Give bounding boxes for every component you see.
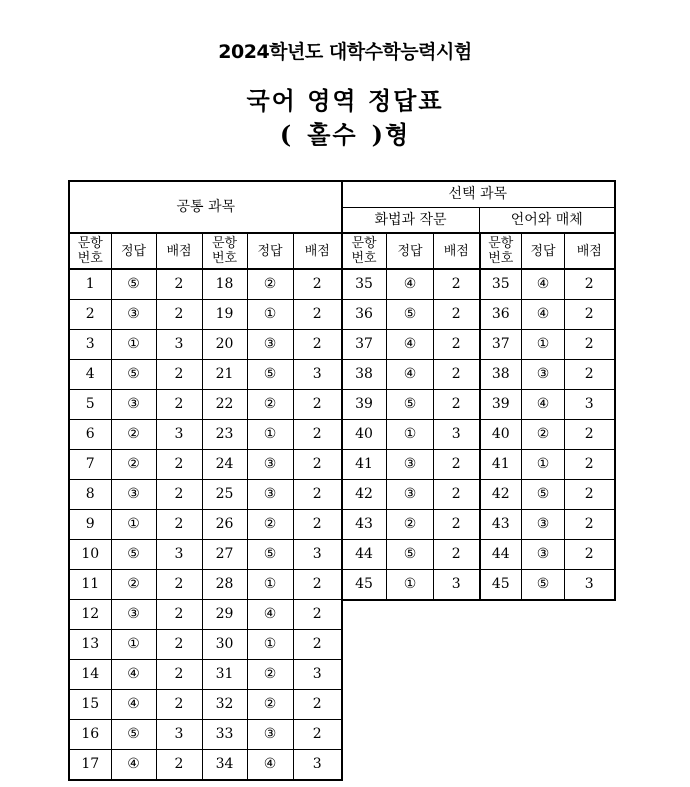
table-row <box>342 570 615 601</box>
points: 2 <box>156 600 202 630</box>
table-row <box>69 540 342 570</box>
col-header-answer: 정답 <box>387 233 434 269</box>
table-row <box>69 420 342 450</box>
question-number: 29 <box>202 600 247 630</box>
answer: ① <box>247 630 293 660</box>
points: 2 <box>293 390 342 420</box>
points: 2 <box>156 630 202 660</box>
answer: ① <box>522 450 565 480</box>
table-row <box>69 360 342 390</box>
points: 2 <box>565 360 615 390</box>
question-number: 40 <box>342 420 387 450</box>
table-row <box>69 390 342 420</box>
question-number: 4 <box>69 360 111 390</box>
answer: ② <box>247 269 293 300</box>
table-row <box>69 480 342 510</box>
table-row <box>342 420 615 450</box>
col-header-points: 배점 <box>156 233 202 269</box>
question-number: 45 <box>342 570 387 601</box>
answer: ③ <box>111 300 156 330</box>
answer: ① <box>247 420 293 450</box>
col-header-question-no: 문항 번호 <box>342 233 387 269</box>
points: 2 <box>434 330 480 360</box>
question-number: 23 <box>202 420 247 450</box>
answer: ③ <box>111 480 156 510</box>
points: 2 <box>565 540 615 570</box>
answer: ③ <box>111 600 156 630</box>
question-number: 41 <box>480 450 522 480</box>
answer: ③ <box>522 360 565 390</box>
points: 2 <box>565 420 615 450</box>
points: 2 <box>156 360 202 390</box>
question-number: 38 <box>342 360 387 390</box>
exam-type-title <box>0 120 690 150</box>
question-number: 18 <box>202 269 247 300</box>
question-number: 2 <box>69 300 111 330</box>
table-row <box>342 510 615 540</box>
points: 2 <box>293 720 342 750</box>
points: 2 <box>565 450 615 480</box>
answer: ② <box>387 510 434 540</box>
type-close-paren: )형 <box>371 120 411 149</box>
points: 2 <box>565 269 615 300</box>
points: 2 <box>156 269 202 300</box>
points: 2 <box>434 540 480 570</box>
col-header-question-no: 문항 번호 <box>69 233 111 269</box>
answer: ⑤ <box>247 360 293 390</box>
common-answer-table <box>68 180 343 781</box>
exam-year-title: 2024학년도 대학수학능력시험 <box>218 41 472 63</box>
question-number: 44 <box>342 540 387 570</box>
table-row <box>69 330 342 360</box>
question-number: 37 <box>480 330 522 360</box>
answer: ④ <box>387 330 434 360</box>
points: 2 <box>156 690 202 720</box>
answer: ① <box>111 330 156 360</box>
answer: ② <box>247 510 293 540</box>
points: 2 <box>156 660 202 690</box>
question-number: 32 <box>202 690 247 720</box>
question-number: 45 <box>480 570 522 601</box>
question-number: 25 <box>202 480 247 510</box>
answer: ④ <box>247 750 293 781</box>
table-row <box>342 450 615 480</box>
table-row <box>69 690 342 720</box>
points: 3 <box>293 540 342 570</box>
table-row <box>69 750 342 781</box>
table-row <box>69 269 342 300</box>
table-row <box>342 300 615 330</box>
answer: ⑤ <box>387 300 434 330</box>
question-number: 30 <box>202 630 247 660</box>
points: 3 <box>565 570 615 601</box>
points: 2 <box>565 510 615 540</box>
question-number: 43 <box>480 510 522 540</box>
table-row <box>342 269 615 300</box>
answer: ④ <box>387 360 434 390</box>
points: 2 <box>434 480 480 510</box>
question-number: 11 <box>69 570 111 600</box>
points: 2 <box>293 600 342 630</box>
answer: ④ <box>522 300 565 330</box>
question-number: 5 <box>69 390 111 420</box>
points: 2 <box>293 420 342 450</box>
question-number: 36 <box>480 300 522 330</box>
answer: ⑤ <box>111 269 156 300</box>
points: 3 <box>434 420 480 450</box>
points: 2 <box>293 570 342 600</box>
points: 3 <box>565 390 615 420</box>
answer: ⑤ <box>111 360 156 390</box>
answer: ③ <box>387 480 434 510</box>
points: 3 <box>156 540 202 570</box>
answer: ④ <box>522 390 565 420</box>
question-number: 42 <box>480 480 522 510</box>
answer: ① <box>111 630 156 660</box>
table-row <box>69 510 342 540</box>
points: 3 <box>293 660 342 690</box>
elective-answer-table <box>341 180 616 601</box>
question-number: 36 <box>342 300 387 330</box>
points: 2 <box>293 300 342 330</box>
answer: ② <box>247 390 293 420</box>
question-number: 1 <box>69 269 111 300</box>
question-number: 35 <box>480 269 522 300</box>
points: 2 <box>293 510 342 540</box>
points: 2 <box>565 300 615 330</box>
table-row <box>342 480 615 510</box>
answer: ③ <box>247 480 293 510</box>
question-number: 20 <box>202 330 247 360</box>
points: 3 <box>293 750 342 781</box>
answer: ② <box>111 570 156 600</box>
question-number: 44 <box>480 540 522 570</box>
points: 2 <box>434 390 480 420</box>
answer: ③ <box>111 390 156 420</box>
answer: ⑤ <box>522 480 565 510</box>
points: 3 <box>293 360 342 390</box>
col-header-question-no: 문항 번호 <box>202 233 247 269</box>
points: 2 <box>293 630 342 660</box>
points: 2 <box>156 750 202 781</box>
question-number: 15 <box>69 690 111 720</box>
answer: ④ <box>522 269 565 300</box>
points: 2 <box>293 330 342 360</box>
points: 2 <box>156 510 202 540</box>
points: 2 <box>293 480 342 510</box>
question-number: 37 <box>342 330 387 360</box>
points: 2 <box>565 480 615 510</box>
question-number: 24 <box>202 450 247 480</box>
question-number: 3 <box>69 330 111 360</box>
question-number: 40 <box>480 420 522 450</box>
col-header-points: 배점 <box>293 233 342 269</box>
type-open-paren: ( <box>279 120 294 149</box>
answer: ④ <box>111 690 156 720</box>
answer: ② <box>522 420 565 450</box>
question-number: 21 <box>202 360 247 390</box>
question-number: 41 <box>342 450 387 480</box>
answer: ② <box>247 690 293 720</box>
answer: ⑤ <box>387 540 434 570</box>
points: 2 <box>156 570 202 600</box>
answer: ④ <box>111 750 156 781</box>
answer-sheet-title: 국어 영역 정답표 <box>246 86 444 115</box>
table-row <box>69 600 342 630</box>
answer: ③ <box>247 720 293 750</box>
col-header-points: 배점 <box>565 233 615 269</box>
answer: ① <box>387 420 434 450</box>
question-number: 35 <box>342 269 387 300</box>
question-number: 14 <box>69 660 111 690</box>
answer: ③ <box>522 540 565 570</box>
answer: ② <box>111 450 156 480</box>
col-header-answer: 정답 <box>522 233 565 269</box>
answer: ① <box>111 510 156 540</box>
points: 2 <box>156 480 202 510</box>
question-number: 26 <box>202 510 247 540</box>
table-row <box>69 450 342 480</box>
question-number: 17 <box>69 750 111 781</box>
answer: ⑤ <box>522 570 565 601</box>
points: 2 <box>293 450 342 480</box>
table-row <box>342 360 615 390</box>
question-number: 10 <box>69 540 111 570</box>
points: 2 <box>434 360 480 390</box>
question-number: 42 <box>342 480 387 510</box>
points: 2 <box>156 450 202 480</box>
question-number: 9 <box>69 510 111 540</box>
subject-speech-writing: 화법과 작문 <box>342 208 480 234</box>
answer: ③ <box>522 510 565 540</box>
points: 3 <box>156 420 202 450</box>
question-number: 39 <box>480 390 522 420</box>
table-row <box>69 300 342 330</box>
answer: ⑤ <box>111 720 156 750</box>
answer: ① <box>387 570 434 601</box>
col-header-answer: 정답 <box>111 233 156 269</box>
table-row <box>69 720 342 750</box>
question-number: 16 <box>69 720 111 750</box>
table-row <box>69 630 342 660</box>
question-number: 43 <box>342 510 387 540</box>
answer: ⑤ <box>387 390 434 420</box>
subject-language-media: 언어와 매체 <box>480 208 615 234</box>
question-number: 28 <box>202 570 247 600</box>
question-number: 27 <box>202 540 247 570</box>
points: 2 <box>434 300 480 330</box>
points: 2 <box>293 690 342 720</box>
answer: ⑤ <box>111 540 156 570</box>
points: 2 <box>434 450 480 480</box>
points: 3 <box>434 570 480 601</box>
table-row <box>69 660 342 690</box>
points: 3 <box>156 720 202 750</box>
points: 2 <box>156 390 202 420</box>
answer: ① <box>247 300 293 330</box>
question-number: 34 <box>202 750 247 781</box>
points: 2 <box>565 330 615 360</box>
answer: ④ <box>247 600 293 630</box>
answer: ② <box>247 660 293 690</box>
points: 2 <box>434 269 480 300</box>
table-row <box>69 570 342 600</box>
elective-section-title: 선택 과목 <box>342 181 615 208</box>
question-number: 22 <box>202 390 247 420</box>
question-number: 8 <box>69 480 111 510</box>
answer: ② <box>111 420 156 450</box>
question-number: 7 <box>69 450 111 480</box>
table-row <box>342 390 615 420</box>
answer: ③ <box>247 450 293 480</box>
points: 2 <box>293 269 342 300</box>
question-number: 6 <box>69 420 111 450</box>
question-number: 12 <box>69 600 111 630</box>
question-number: 13 <box>69 630 111 660</box>
table-row <box>342 330 615 360</box>
answer: ③ <box>387 450 434 480</box>
answer: ③ <box>247 330 293 360</box>
question-number: 19 <box>202 300 247 330</box>
col-header-answer: 정답 <box>247 233 293 269</box>
points: 2 <box>156 300 202 330</box>
answer: ① <box>247 570 293 600</box>
answer: ④ <box>387 269 434 300</box>
question-number: 31 <box>202 660 247 690</box>
table-row <box>342 540 615 570</box>
answer: ⑤ <box>247 540 293 570</box>
question-number: 39 <box>342 390 387 420</box>
col-header-points: 배점 <box>434 233 480 269</box>
answer: ④ <box>111 660 156 690</box>
points: 2 <box>434 510 480 540</box>
exam-type-value: 홀수 <box>307 120 358 149</box>
answer: ① <box>522 330 565 360</box>
question-number: 33 <box>202 720 247 750</box>
col-header-question-no: 문항 번호 <box>480 233 522 269</box>
question-number: 38 <box>480 360 522 390</box>
points: 3 <box>156 330 202 360</box>
common-section-title: 공통 과목 <box>69 181 342 233</box>
